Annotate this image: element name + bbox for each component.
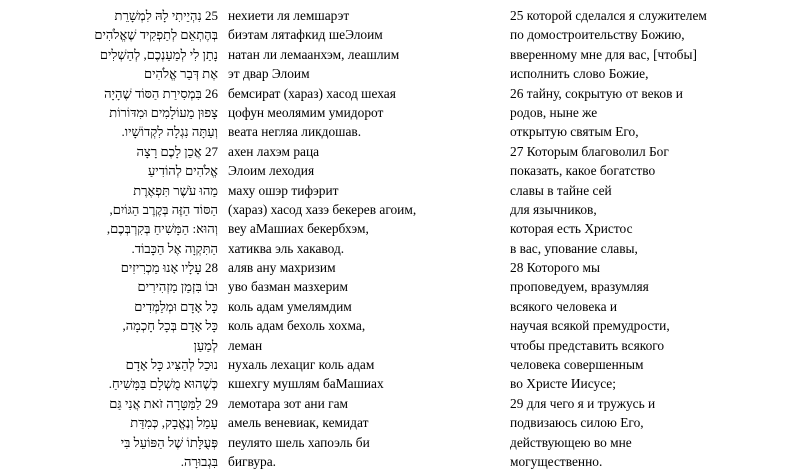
russian-line: 25 которой сделался я служителем [510,8,707,23]
transliteration-line: веу аМашиах бекербхэм, [228,221,369,237]
hebrew-line: הַתִּקְוָה אֶל הַכָּבוֹד. [131,240,218,256]
russian-line: открытую святым Его, [510,124,639,140]
hebrew-line: כָּל אָדָם וּמְלַמְּדִים [134,298,218,314]
hebrew-line: וְהוּא: הַמָּשִׁיחַ בְּקִרְבְּכֶם, [106,221,218,237]
transliteration-column [228,6,498,471]
russian-line: которая есть Христос [510,221,633,237]
russian-line: исполнить слово Божие, [510,66,649,82]
russian-line: научая всякой премудрости, [510,318,670,334]
transliteration-line: коль адам умелямдим [228,298,352,314]
hebrew-line: עָמֵל וְנֶאֱבָק, כְּמִדַּת [130,415,218,431]
transliteration-line: бигвура. [228,453,277,469]
transliteration-line: коль адам бехоль хохма, [228,318,366,334]
hebrew-line: לְמַעַן [193,337,218,353]
transliteration-line: лемотара зот ани гам [228,395,349,411]
transliteration-line: нехиети ля лемшарэт [228,8,350,23]
hebrew-line: אֶת דְּבַר אֱלֹהִים [143,66,218,82]
transliteration-line: веата негляа ликдошав. [228,124,362,140]
transliteration-line: биэтам лятафкид шеЭлоим [228,27,383,43]
transliteration-line: натан ли лемаанхэм, леашлим [228,46,400,62]
hebrew-line: נָתַן לִי לְמַעַנְכֶם, לְהַשְׁלִים [99,46,218,62]
hebrew-line: וּבוֹ בִּזְמַן מַזְהִירִים [137,279,218,295]
transliteration-line: нухаль лехациг коль адам [228,357,375,373]
hebrew-line: כָּל אָדָם בְּכָל חָכְמָה, [122,318,218,334]
transliteration-line: кшехгу мушлям баМашиах [228,376,384,392]
hebrew-line: כְּשֶׁהוּא מֻשְׁלָם בַּמָּשִׁיחַ. [108,376,218,392]
hebrew-line: 27 אֲכֵן לָכֶם רָצָה [136,143,218,159]
transliteration-line: эт двар Элоим [228,66,310,82]
transliteration-line: цофун меолямим умидорот [228,104,384,120]
russian-line: вверенному мне для вас, [чтобы] [510,46,697,62]
russian-line: показать, какое богатство [510,163,656,179]
russian-line: родов, ныне же [510,104,598,120]
hebrew-line: בִּגְבוּרָה. [180,453,218,469]
russian-line: по домостроительству Божию, [510,27,685,43]
transliteration-line: Элоим леходия [228,163,315,179]
transliteration-line: бемсират (хараз) хасод шехая [228,85,396,101]
russian-line: 29 для чего я и тружусь и [510,395,656,411]
transliteration-line: амель веневиак, кемидат [228,415,369,431]
hebrew-line: 25 נִהְיֵיתִי לָהּ לִמְשָׁרֵת [114,8,218,23]
hebrew-line: הַסּוֹד הַזֶּה בְּקֶרֶב הַגּוֹיִם, [109,201,218,217]
russian-line: подвизаюсь силою Его, [510,415,644,431]
russian-line: 26 тайну, сокрытую от веков и [510,85,683,101]
russian-line: человека совершенным [510,357,644,373]
transliteration-line: пеулято шель хапоэль би [228,434,370,450]
hebrew-line: 28 עָלָיו אָנוּ מַכְרִיזִים [120,260,218,276]
russian-line: 28 Которого мы [510,260,600,276]
transliteration-line: хатиква эль хакавод. [228,240,345,256]
hebrew-line: נוּכַל לְהַצִּיג כָּל אָדָם [125,357,218,373]
hebrew-line: וְעַתָּה נִגְלָה לִקְדוֹשָׁיו. [121,124,218,140]
transliteration-line: (хараз) хасод хазэ бекерев агоим, [228,201,417,217]
hebrew-line: 26 בִּמְסִירַת הַסּוֹד שֶׁהָיָה [104,85,218,101]
hebrew-line: אֱלֹהִים לְהוֹדִיעַ [147,163,218,179]
hebrew-line: פְּעֻלָּתוֹ שֶׁל הַפּוֹעֵל בִּי [120,434,218,450]
hebrew-line: 29 לַמַּטָּרָה זֹאת אֲנִי גַּם [109,395,218,411]
transliteration-line: ахен лахэм раца [228,143,320,159]
transliteration-line: леман [228,337,263,353]
russian-line: могущественно. [510,453,603,469]
russian-line: во Христе Иисусе; [510,376,616,392]
russian-line: славы в тайне сей [510,182,612,198]
russian-line: чтобы представить всякого [510,337,665,353]
russian-line: в вас, упование славы, [510,240,638,256]
hebrew-column [70,6,218,471]
russian-line: для язычников, [510,201,597,217]
russian-line: действующею во мне [510,434,632,450]
russian-line: проповедуем, вразумляя [510,279,649,295]
hebrew-line: צָפוּן מֵעוֹלָמִים וּמִדּוֹרוֹת [109,104,218,120]
russian-column [510,6,795,471]
transliteration-line: маху ошэр тифэрит [228,182,339,198]
russian-line: 27 Которым благоволил Бог [510,143,669,159]
russian-line: всякого человека и [510,298,618,314]
transliteration-line: аляв ану махризим [228,260,336,276]
hebrew-line: בְּהֶתְאֵם לְתַפְקִיד שֶׁאֱלֹהִים [94,27,218,43]
transliteration-line: уво базман мазхерим [228,279,348,295]
hebrew-line: מַהוּ עֹשֶׁר תִּפְאֶרֶת [133,182,218,198]
